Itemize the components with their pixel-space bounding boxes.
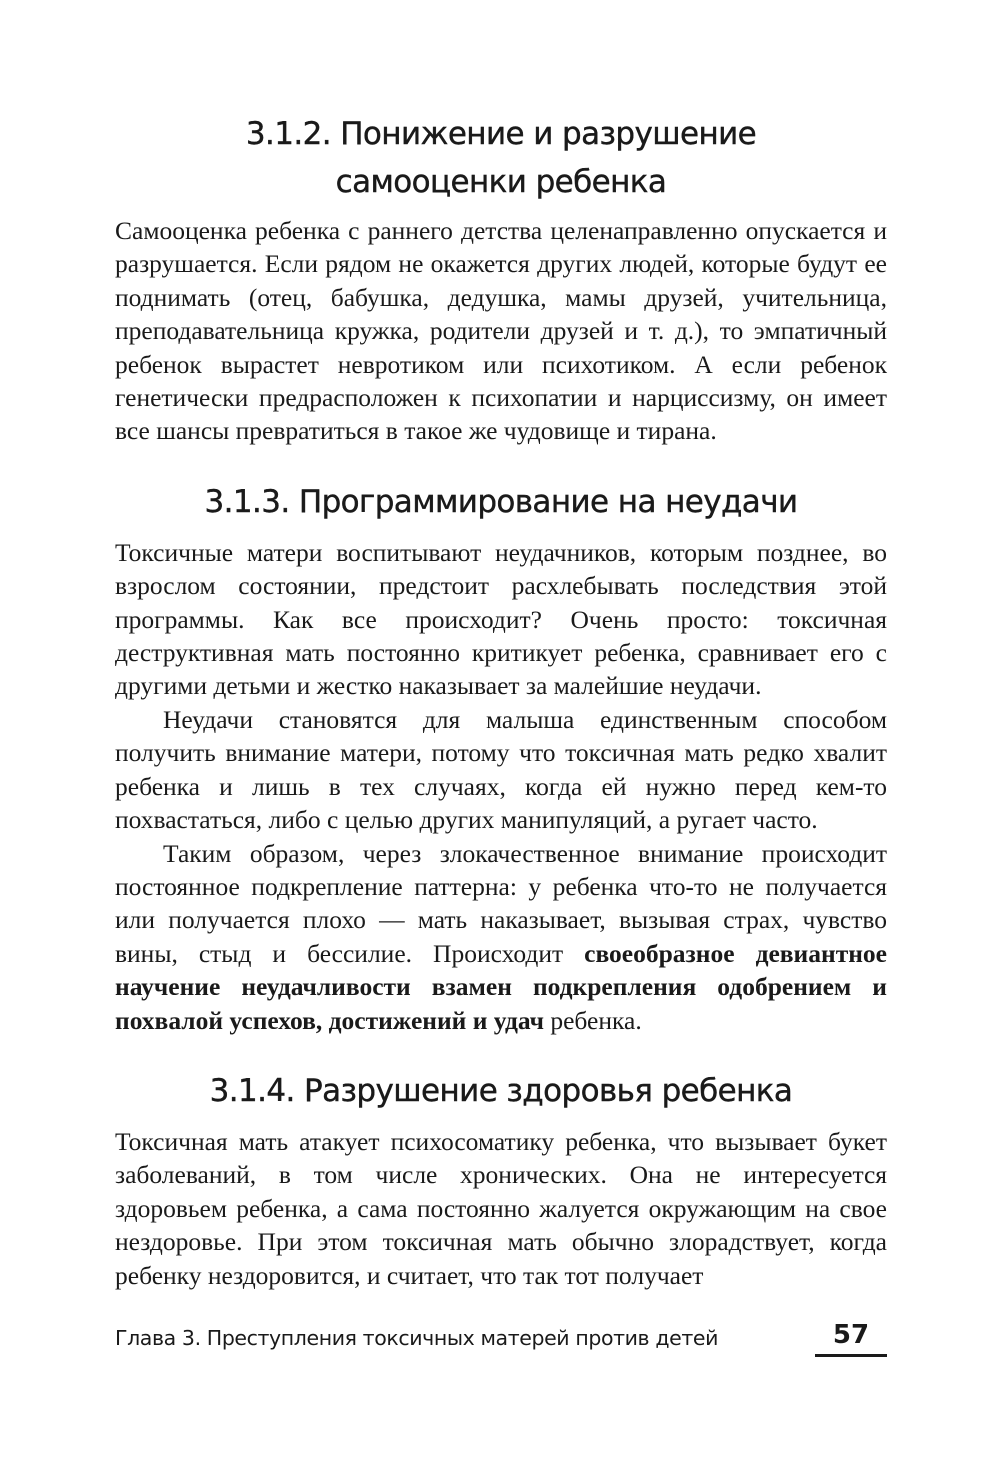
section-heading-3-1-3: 3.1.3. Программирование на неудачи xyxy=(204,483,798,520)
section-heading-3-1-2 xyxy=(115,110,887,206)
paragraph: Токсичная мать атакует психосоматику ребенка, что вызывает букет заболеваний, в том числе хронических. Она не интересуется здоровьем ребенка, а сама постоянно жалуется окружающим на свое нездоровье. При этом токсичная мать обычно злорадствует, когда ребенку нездоровится, и считает, что так тот получает xyxy=(115,1126,887,1290)
paragraph-text: ребенка. xyxy=(543,1005,642,1035)
chapter-title: Глава 3. Преступления токсичных матерей против детей xyxy=(115,1326,719,1350)
paragraph: Самооценка ребенка с раннего детства целенаправленно опускается и разрушается. Если рядом не окажется других людей, которые будут ее поднимать (отец, бабушка, дедушка, мамы друзей, учительница, преподавательница кружка, родители друзей и т. д.), то эмпатичный ребенок вырастет невротиком или психотиком. А если ребенок генетически предрасположен к психопатии и нарциссизму, он имеет все шансы превратиться в такое же чудовище и тирана. xyxy=(115,216,887,446)
section-heading-3-1-4: 3.1.4. Разрушение здоровья ребенка xyxy=(209,1072,793,1109)
page-body xyxy=(115,108,887,1292)
paragraph: Токсичные матери воспитывают неудачников, которым позднее, во взрослом состоянии, предстоит расхлебывать последствия этой программы. Как все происходит? Очень просто: токсичная деструктивная мать постоянно критикует ребенка, сравнивает его с другими детьми и жестко наказывает за малейшие неудачи. xyxy=(115,537,887,701)
page-footer xyxy=(115,1320,887,1366)
heading-line-1: 3.1.2. Понижение и разрушение xyxy=(245,116,757,152)
paragraph-with-emphasis xyxy=(115,837,887,1037)
emphasis-text: своеобразное девиантное научение неудачливости взамен подкрепления одобрением и похвалой успехов, достижений и удач xyxy=(115,938,887,1035)
paragraph: Неудачи становятся для малыша единственным способом получить внимание матери, потому что токсичная мать редко хвалит ребенка и лишь в тех случаях, когда ей нужно перед кем-то похвастаться, либо с целью других манипуляций, а ругает часто. xyxy=(115,704,887,835)
paragraph-text: Таким образом, через злокачественное внимание происходит постоянное подкрепление паттерна: у ребенка что-то не получается или получается плохо — мать наказывает, вызывая страх, чувство вины, стыд и бессилие. Происходит xyxy=(115,838,887,968)
heading-line-2: самооценки ребенка xyxy=(335,164,667,200)
page-number: 57 xyxy=(815,1320,887,1357)
